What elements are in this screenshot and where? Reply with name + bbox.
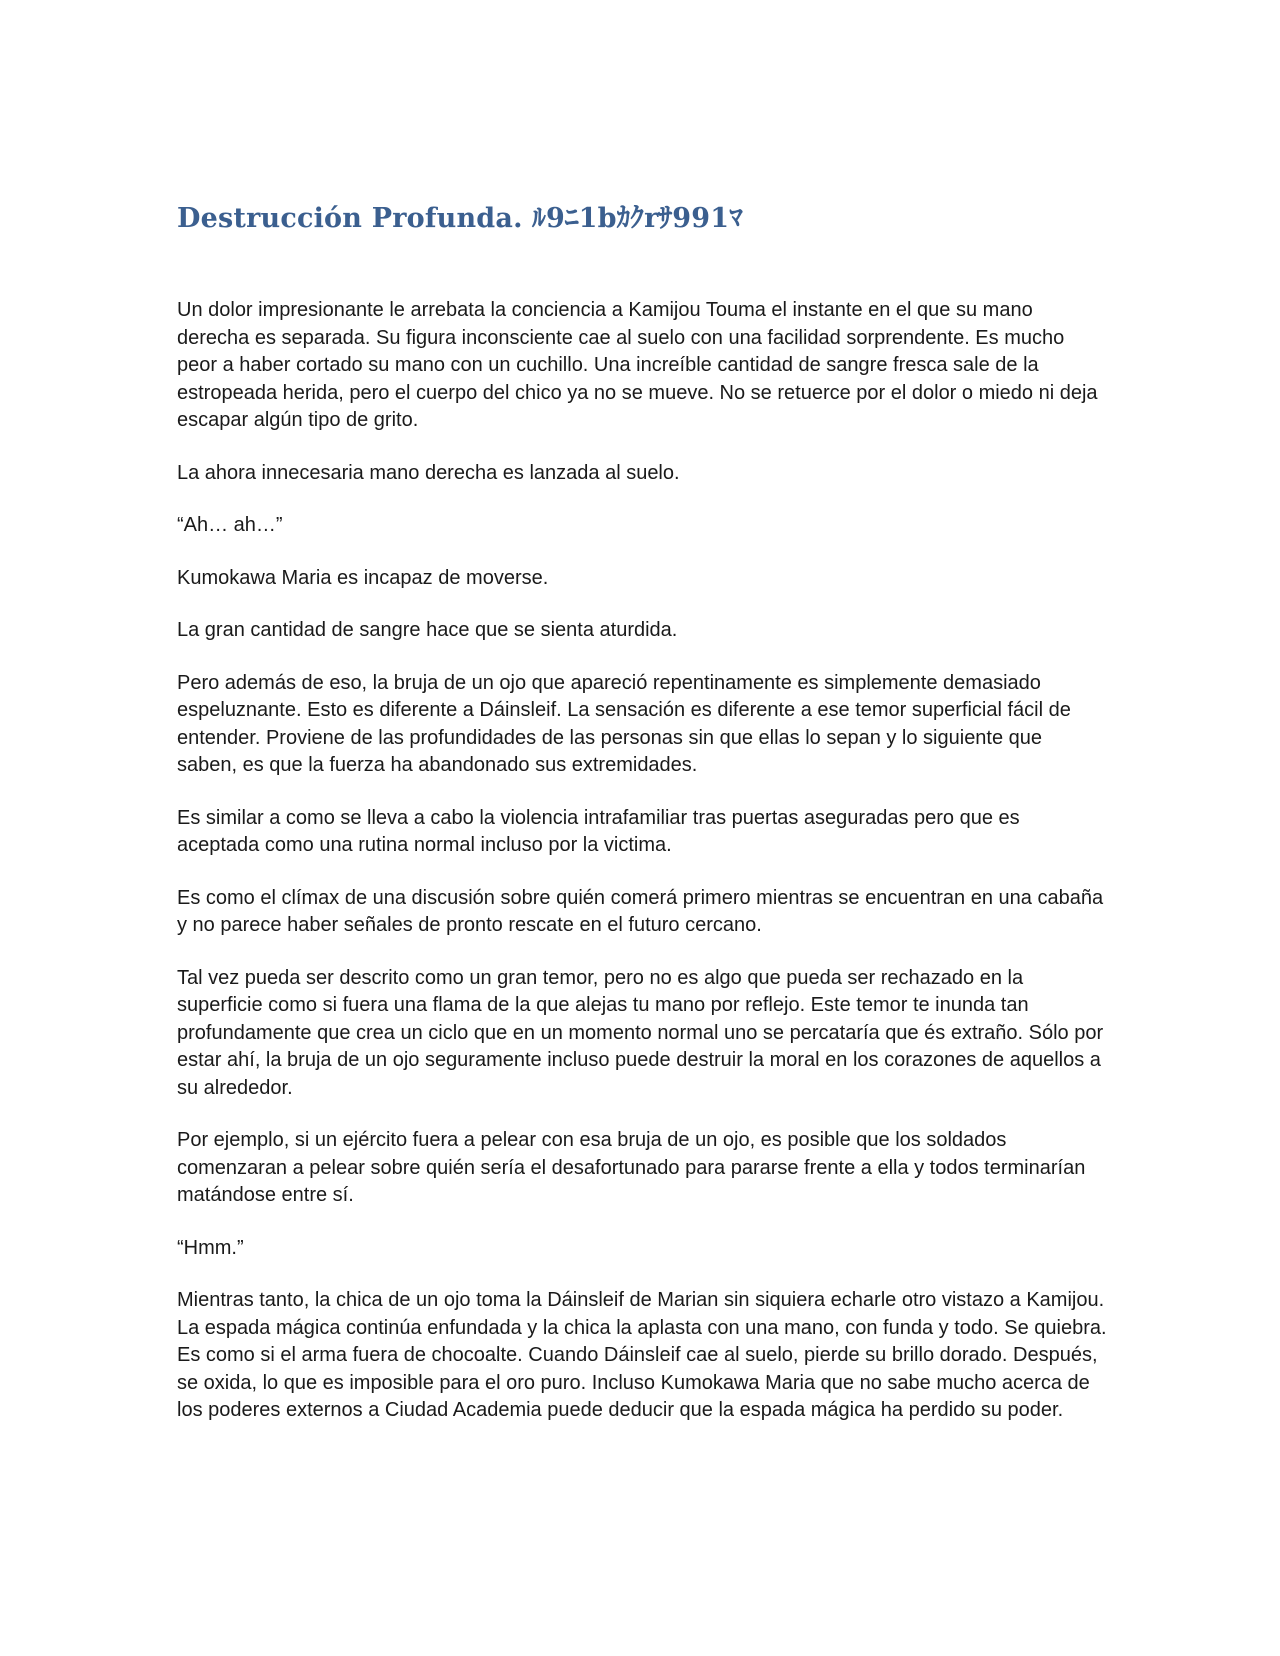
paragraph: Un dolor impresionante le arrebata la conciencia a Kamijou Touma el instante en el que su mano derecha es separada. Su figura inconsciente cae al suelo con una facilidad sorprendente. Es mucho peor a haber cortado su mano con un cuchillo. Una increíble cantidad de sangre fresca sale de la estropeada herida, pero el cuerpo del chico ya no se mueve. No se retuerce por el dolor o miedo ni deja escapar algún tipo de grito. — [177, 299, 1098, 431]
paragraph: Mientras tanto, la chica de un ojo toma la Dáinsleif de Marian sin siquiera echarle otro vistazo a Kamijou. La espada mágica continúa enfundada y la chica la aplasta con una mano, con funda y todo. Se quiebra. Es como si el arma fuera de chocoalte. Cuando Dáinsleif cae al suelo, pierde su brillo dorado. Después, se oxida, lo que es imposible para el oro puro. Incluso Kumokawa Maria que no sabe mucho acerca de los poderes externos a Ciudad Academia puede deducir que la espada mágica ha perdido su poder. — [177, 1289, 1107, 1421]
paragraph: Es como el clímax de una discusión sobre quién comerá primero mientras se encuentran en una cabaña y no parece haber señales de pronto rescate en el futuro cercano. — [177, 886, 1104, 936]
document-body — [177, 297, 1107, 1450]
paragraph: “Hmm.” — [177, 1236, 244, 1259]
paragraph: La gran cantidad de sangre hace que se sienta aturdida. — [177, 619, 678, 641]
paragraph: Por ejemplo, si un ejército fuera a pelear con esa bruja de un ojo, es posible que los soldados comenzaran a pelear sobre quién sería el desafortunado para pararse frente a ella y todos terminarían matándose entre sí. — [177, 1129, 1086, 1206]
document-title: Destrucción Profunda. ﾙ9ﾆ1bｶｸrｻ991ﾏ — [177, 203, 743, 234]
paragraph: Kumokawa Maria es incapaz de moverse. — [177, 566, 549, 589]
paragraph: La ahora innecesaria mano derecha es lanzada al suelo. — [177, 461, 680, 484]
paragraph: Es similar a como se lleva a cabo la violencia intrafamiliar tras puertas aseguradas pero que es aceptada como una rutina normal incluso por la victima. — [177, 806, 1020, 856]
paragraph: “Ah… ah…” — [177, 514, 283, 536]
paragraph: Tal vez pueda ser descrito como un gran temor, pero no es algo que pueda ser rechazado en la superficie como si fuera una flama de la que alejas tu mano por reflejo. Este temor te inunda tan profundamente que crea un ciclo que en un momento normal uno se percataría que és extraño. Sólo por estar ahí, la bruja de un ojo seguramente incluso puede destruir la moral en los corazones de aquellos a su alrededor. — [177, 966, 1104, 1099]
paragraph: Pero además de eso, la bruja de un ojo que apareció repentinamente es simplemente demasiado espeluznante. Esto es diferente a Dáinsleif. La sensación es diferente a ese temor superficial fácil de entender. Proviene de las profundidades de las personas sin que ellas lo sepan y lo siguiente que saben, es que la fuerza ha abandonado sus extremidades. — [177, 671, 1071, 776]
